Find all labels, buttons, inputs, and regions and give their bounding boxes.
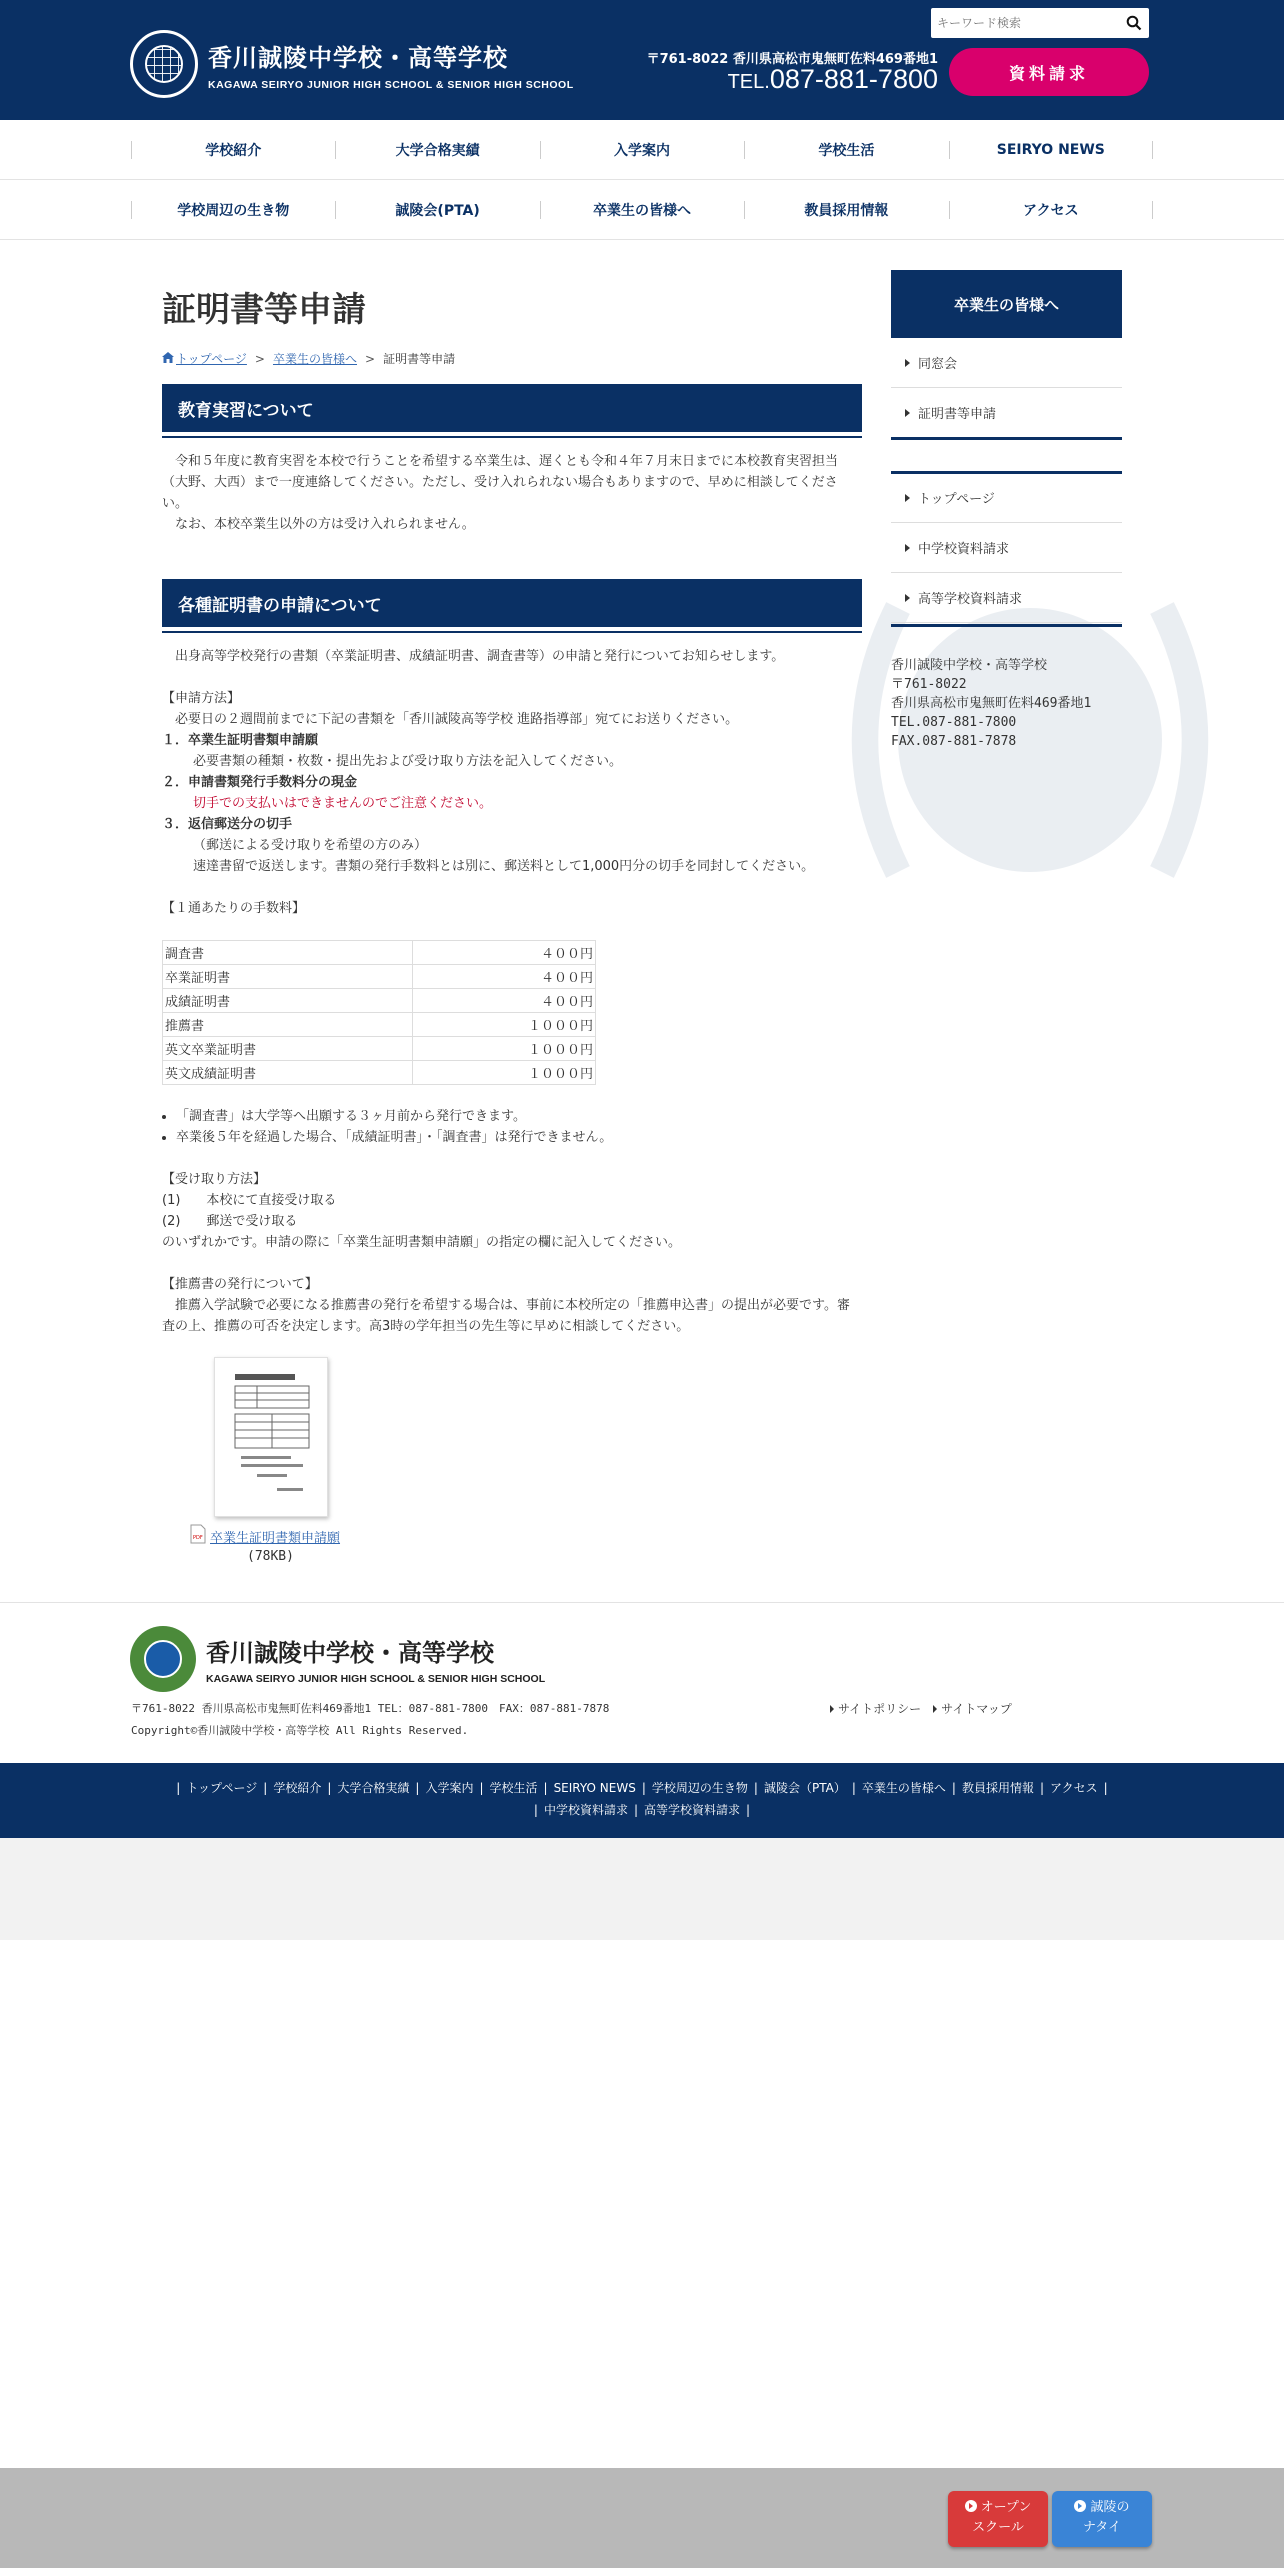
home-icon [162,352,174,366]
page-title: 証明書等申請 [162,290,366,330]
footer-policy-links [830,1700,1024,1717]
breadcrumb [162,350,455,367]
footer-nav-link[interactable]: トップページ [186,1781,258,1795]
nav-item-school-intro[interactable]: 学校紹介 [131,120,335,179]
gray-band [0,1838,1284,1940]
arrow-circle-icon [965,2500,977,2512]
fee-price: １０００円 [413,1037,596,1061]
info-line: 香川県高松市鬼無町佐料469番地1 [891,696,1092,711]
button-label: 誠陵の [1090,2500,1130,2515]
pdf-link-application[interactable]: 卒業生証明書類申請願 [210,1530,341,1546]
paragraph: 推薦入学試験で必要になる推薦書の発行を希望する場合は、事前に本校所定の「推薦申込書」の提出が必要です。審査の上、推薦の可否を決定します。高3時の学年担当の先生等に早めに相談してください。 [162,1298,850,1334]
table-row [163,989,596,1013]
pdf-icon [190,1524,206,1548]
school-name-en: KAGAWA SEIRYO JUNIOR HIGH SCHOOL & SENIOR HIGH SCHOOL [208,78,574,91]
request-materials-button[interactable]: 資料請求 [949,48,1149,96]
footer-school-name: 香川誠陵中学校・高等学校 [206,1639,494,1667]
receive-label: 【受け取り方法】 [162,1172,267,1187]
sidebar-item-label: 中学校資料請求 [918,542,1010,557]
sidebar-item-label: 高等学校資料請求 [918,592,1023,607]
footer-nav-link[interactable]: 教員採用情報 [961,1781,1034,1795]
receive-option: (1) 本校にて直接受け取る [162,1193,337,1208]
natai-button[interactable] [1052,2491,1152,2547]
sidebar-item-hs-request[interactable] [891,573,1122,623]
list-item: • 卒業後５年を経過した場合、「成績証明書」・「調査書」は発行できません。 [176,1127,856,1148]
triangle-right-icon [905,544,910,552]
fee-price: １０００円 [413,1061,596,1085]
nav-item-school-life[interactable]: 学校生活 [744,120,948,179]
fee-name: 成績証明書 [163,989,413,1013]
sidebar-item-top-page[interactable] [891,473,1122,523]
footer-nav-line-2: | 中学校資料請求 | 高等学校資料請求 | [533,1803,751,1817]
search-icon[interactable] [1119,9,1149,37]
header-tel [700,64,938,95]
school-logo[interactable] [130,30,574,98]
site-policy-link[interactable] [830,1700,921,1717]
method-label: 【申請方法】 [162,691,241,706]
global-nav-row-2 [0,180,1284,240]
notes-list [176,1106,856,1148]
footer-nav-link[interactable]: 高等学校資料請求 [644,1803,741,1817]
triangle-right-icon [905,409,910,417]
fee-table [162,940,596,1085]
receive-option: (2) 郵送で受け取る [162,1214,298,1229]
footer-nav-link[interactable]: 中学校資料請求 [543,1803,628,1817]
footer-nav-link[interactable]: アクセス [1050,1781,1098,1795]
paragraph: のいずれかです。申請の際に「卒業生証明書類申請願」の指定の欄に記入してください。 [162,1235,681,1250]
footer-school-name-en: KAGAWA SEIRYO JUNIOR HIGH SCHOOL & SENIOR HIGH SCHOOL [206,1673,546,1685]
footer-nav [0,1763,1284,1838]
breadcrumb-separator: > [365,351,376,366]
fee-price: ４００円 [413,965,596,989]
table-row [163,1037,596,1061]
sidebar-heading[interactable]: 卒業生の皆様へ [891,270,1122,338]
list-item: • 「調査書」は大学等へ出願する３ヶ月前から発行できます。 [176,1106,856,1127]
search-input[interactable] [931,9,1119,37]
footer-logo[interactable] [130,1626,545,1692]
fee-name: 推薦書 [163,1013,413,1037]
paragraph: 出身高等学校発行の書類（卒業証明書、成績証明書、調査書等）の申請と発行についてお知らせします。 [162,649,785,664]
item-desc: 必要書類の種類・枚数・提出先および受け取り方法を記入してください。 [193,754,623,769]
svg-text:PDF: PDF [193,1535,203,1541]
sitemap-link[interactable] [933,1700,1012,1717]
arrow-circle-icon [1074,2500,1086,2512]
nav-item-pta[interactable]: 誠陵会(PTA) [335,180,539,239]
fee-price: ４００円 [413,941,596,965]
nav-item-seiryo-news[interactable]: SEIRYO NEWS [949,120,1153,179]
sidebar-item-label: トップページ [918,492,995,507]
certificates-text [162,646,862,919]
item-title: ３．返信郵送分の切手 [162,817,293,832]
footer-nav-link[interactable]: 学校紹介 [273,1781,322,1795]
sidebar-divider [891,624,1122,627]
school-emblem-icon [130,30,198,98]
search-box [931,8,1149,38]
breadcrumb-current: 証明書等申請 [383,352,456,366]
fee-price: ４００円 [413,989,596,1013]
link-label: サイトマップ [941,1702,1012,1716]
footer-nav-link[interactable]: 学校周辺の生き物 [651,1781,748,1795]
link-label: サイトポリシー [838,1702,922,1716]
breadcrumb-separator: > [254,351,265,366]
fee-name: 調査書 [163,941,413,965]
footer-copyright: Copyright©香川誠陵中学校・高等学校 All Rights Reserved. [131,1724,469,1737]
sidebar-item-jhs-request[interactable] [891,523,1122,573]
info-line: FAX.087-881-7878 [891,734,1017,749]
footer-divider [0,1602,1284,1603]
item-warning: 切手での支払いはできませんのでご注意ください。 [193,796,493,811]
header-address: 〒761-8022 香川県高松市鬼無町佐料469番地1 [646,52,938,67]
table-row [163,965,596,989]
item-sub: （郵送による受け取りを希望の方のみ） [193,838,428,853]
button-label: スクール [972,2520,1024,2535]
footer-nav-link[interactable]: 学校生活 [489,1781,538,1795]
sidebar-divider [891,437,1122,440]
item-title: １．卒業生証明書類申請願 [162,733,319,748]
fee-label: 【１通あたりの手数料】 [162,901,306,916]
footer-nav-link[interactable]: 大学合格実績 [337,1781,410,1795]
footer-emblem-icon [130,1626,196,1692]
tel-number: 087-881-7800 [769,64,938,94]
button-label: オープン [980,2500,1032,2515]
sidebar-item-label: 同窓会 [918,357,958,372]
sidebar-item-label: 証明書等申請 [918,407,997,422]
school-name: 香川誠陵中学校・高等学校 [208,43,508,72]
footer-nav-line-1: | トップページ | 学校紹介 | 大学合格実績 | 入学案内 | 学校生活 | SEIRYO NEWS | 学校周辺の生き物 | 誠陵会（PTA） | 卒業生の皆様へ | 教員採用情報 | アクセス | [176,1781,1108,1795]
button-label: ナタイ [1082,2520,1122,2535]
sidebar-links-list [891,473,1122,623]
pdf-thumbnail[interactable] [214,1357,328,1517]
table-row [163,1061,596,1085]
sidebar-sub-list [891,338,1122,438]
info-line: 〒761-8022 [891,677,967,692]
document-preview-icon [227,1370,317,1500]
nav-item-access[interactable]: アクセス [949,180,1153,239]
paragraph: なお、本校卒業生以外の方は受け入れられません。 [162,517,475,532]
triangle-right-icon [905,594,910,602]
nav-item-creatures[interactable]: 学校周辺の生き物 [131,180,335,239]
pdf-download [190,1524,340,1548]
section-heading-certificates: 各種証明書の申請について [162,579,862,627]
teaching-practice-text [162,451,862,535]
triangle-right-icon [933,1705,937,1713]
tel-label: TEL. [727,71,770,93]
footer-address: 〒761-8022 香川県高松市鬼無町佐料469番地1 TEL：087-881-7800 FAX：087-881-7878 [131,1702,610,1715]
info-line: TEL.087-881-7800 [891,715,1017,730]
footer-nav-link[interactable]: 入学案内 [425,1781,474,1795]
recommendation-label: 【推薦書の発行について】 [162,1277,318,1292]
fee-name: 英文卒業証明書 [163,1037,413,1061]
info-line: 香川誠陵中学校・高等学校 [891,658,1048,673]
paragraph: 令和５年度に教育実習を本校で行うことを希望する卒業生は、遅くとも令和４年７月末日までに本校教育実習担当（大野、大西）まで一度連絡してください。ただし、受け入れられない場合もありますので、早めに相談してください。 [162,454,839,511]
fee-name: 卒業証明書 [163,965,413,989]
open-school-button[interactable] [948,2491,1048,2547]
item-desc: 速達書留で返送します。書類の発行手数料とは別に、郵送料として1,000円分の切手を同封してください。 [193,859,815,874]
breadcrumb-home-link[interactable]: トップページ [176,352,247,366]
site-header [0,0,1284,120]
fee-name: 英文成績証明書 [163,1061,413,1085]
footer-nav-link[interactable]: SEIRYO NEWS [553,1781,636,1795]
sidebar-item-certificates[interactable] [891,388,1122,438]
table-row [163,941,596,965]
triangle-right-icon [905,494,910,502]
triangle-right-icon [905,359,910,367]
pdf-file-size: (78KB) [247,1549,294,1564]
footer-nav-link[interactable]: 卒業生の皆様へ [861,1781,946,1795]
triangle-right-icon [830,1705,834,1713]
breadcrumb-alumni-link[interactable]: 卒業生の皆様へ [272,352,357,366]
nav-item-alumni[interactable]: 卒業生の皆様へ [540,180,744,239]
receive-text [162,1169,862,1337]
sidebar-contact-info [891,656,1091,751]
global-nav-row-1 [0,120,1284,180]
fee-price: １０００円 [413,1013,596,1037]
section-heading-teaching-practice: 教育実習について [162,384,862,432]
table-row [163,1013,596,1037]
nav-item-admissions[interactable]: 入学案内 [540,120,744,179]
item-title: ２．申請書類発行手数料分の現金 [162,775,358,790]
sidebar-item-alumni-association[interactable] [891,338,1122,388]
footer-nav-link[interactable]: 誠陵会（PTA） [763,1781,846,1795]
paragraph: 必要日の２週間前までに下記の書類を「香川誠陵高等学校 進路指導部」宛てにお送りください。 [162,712,739,727]
nav-item-university-results[interactable]: 大学合格実績 [335,120,539,179]
nav-item-recruitment[interactable]: 教員採用情報 [744,180,948,239]
